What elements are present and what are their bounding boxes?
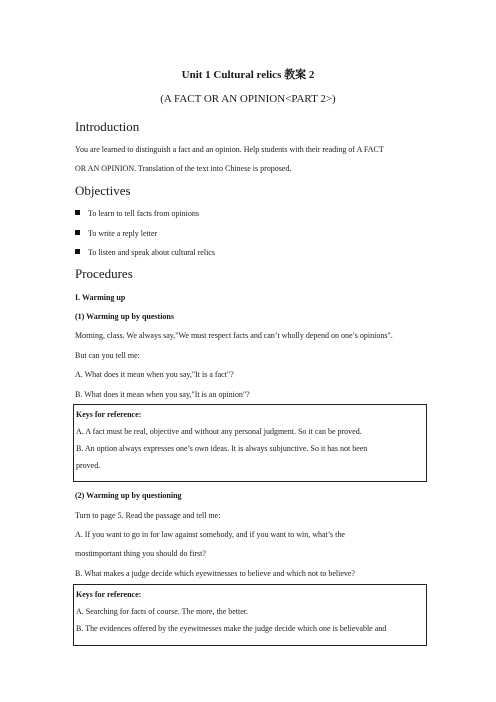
question-law-line-2: mostimportant thing you should do first? [75,549,206,558]
objective-item [75,228,157,240]
keys-box-2 [73,584,427,646]
section-warming-up: I. Warming up [75,293,126,302]
objectives-heading: Objectives [75,183,131,198]
objective-text: To learn to tell facts from opinions [88,209,199,218]
question-law-line-1: A. If you want to go in for law against somebody, and if you want to win, what’s the [75,530,345,539]
bullet-square-icon [75,249,80,254]
procedures-heading: Procedures [75,266,133,281]
objective-text: To write a reply letter [88,229,158,238]
procedure-text-line-1: Morning, class. We always say,"We must respect facts and can’t wholly depend on one’s opinions". [75,331,393,340]
keys-heading: Keys for reference: [76,590,142,599]
key-answer-a: A. Searching for facts of course. The more, the better. [76,607,249,616]
question-a: A. What does it mean when you say,"It is a fact"? [75,370,234,379]
key-answer-b: B. The evidences offered by the eyewitnesses make the judge decide which one is believable and [76,624,387,633]
document-subtitle: (A FACT OR AN OPINION<PART 2>) [160,93,336,105]
keys-heading: Keys for reference: [76,410,142,419]
key-answer-b-line-2: proved. [76,461,101,470]
introduction-heading: Introduction [75,119,140,134]
subsection-warming-up-questioning: (2) Warming up by questioning [75,491,182,500]
question-judge: B. What makes a judge decide which eyewitnesses to believe and which not to believe? [75,569,355,578]
bullet-square-icon [75,210,80,215]
document-title: Unit 1 Cultural relics 教案 2 [181,69,315,81]
introduction-text-line-1: You are learned to distinguish a fact and an opinion. Help students with their reading of A FACT [75,145,384,154]
key-answer-b-line-1: B. An option always expresses one’s own ideas. It is always subjunctive. So it has not been [76,444,368,453]
objective-text: To listen and speak about cultural relics [88,248,215,257]
objective-item [75,208,199,220]
procedure-text-line-2: But can you tell me: [75,351,140,360]
keys-box-1 [73,404,427,482]
key-answer-a: A. A fact must be real, objective and without any personal judgment. So it can be proved. [76,427,362,436]
turn-page-text: Turn to page 5. Read the passage and tell me: [75,511,221,520]
objective-item [75,247,215,259]
bullet-square-icon [75,230,80,235]
subsection-warming-up-questions: (1) Warming up by questions [75,312,174,321]
introduction-text-line-2: OR AN OPINION. Translation of the text into Chinese is proposed. [75,164,292,173]
question-b: B. What does it mean when you say,"It is an opinion"? [75,390,250,399]
